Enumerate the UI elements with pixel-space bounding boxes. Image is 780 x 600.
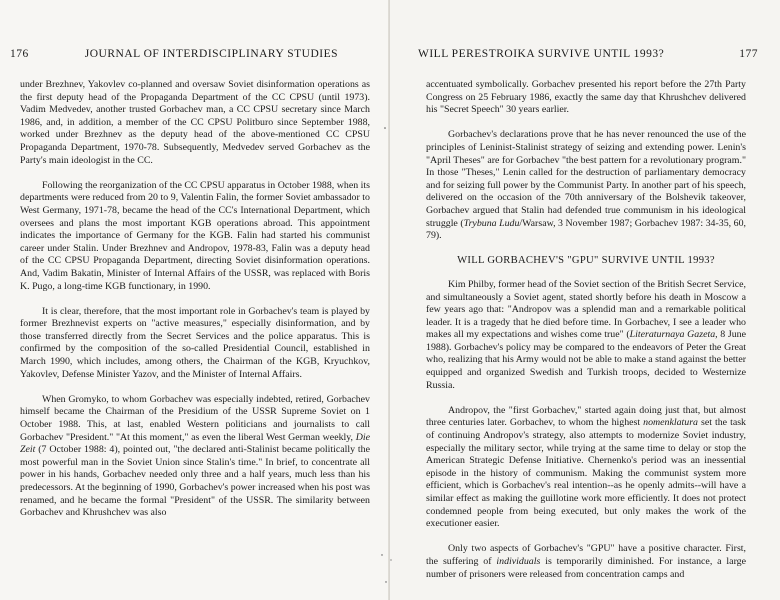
- right-paragraph-4-emphasis: nomenklatura: [643, 417, 698, 429]
- right-paragraph-4: [408, 405, 774, 531]
- left-paragraph-2: Following the reorganization of the CC CPSU apparatus in October 1988, when its departments were reduced from 20 to 9, Valentin Falin, the former Soviet ambassador to West Germany, 1971-78, became the head of the CC's International Department, which oversees and plans the most important KGB operations abroad. This appointment indicates the importance of Germany for the KGB. Falin had started his communist career under Stalin. Under Brezhnev and Andropov, 1978-83, Falin was a deputy head of the CC CPSU Propaganda Department, directing Soviet disinformation operations. And, Vadim Bakatin, Minister of Internal Affairs of the USSR, was replaced with Boris K. Pugo, a long-time KGB functionary, in 1990.: [20, 179, 370, 292]
- left-page-number: 176: [10, 48, 29, 60]
- right-paragraph-5-emphasis: individuals: [496, 555, 541, 567]
- left-paragraph-4: [8, 394, 376, 520]
- right-running-head: [408, 48, 774, 60]
- left-paragraph-4-text-a: When Gromyko, to whom Gorbachev was especially indebted, retired, Gorbachev himself became the Chairman of the Presidium of the USSR Supreme Soviet on 1 October 1988. This, at last, enabled Western politicians and journalists to call Gorbachev "President." "At this moment," as even the liberal West German weekly,: [20, 393, 370, 443]
- right-paragraph-2: [408, 129, 774, 242]
- left-paragraph-1: under Brezhnev, Yakovlev co-planned and oversaw Soviet disinformation operations as the first deputy head of the Propaganda Department of the CC CPSU (until 1973). Vadim Medvedev, another trusted Gorbachev man, a CC CPSU secretary since March 1986, and, in addition, a member of the CC CPSU Politburo since September 1988, worked under Brezhnev as the deputy head of the above-mentioned CC CPSU Propaganda Department, 1970-78. Subsequently, Medvedev served Gorbachev as the Party's main ideologist in the CC.: [20, 79, 370, 166]
- section-heading: WILL GORBACHEV'S "GPU" SURVIVE UNTIL 1993?: [457, 255, 715, 267]
- right-paragraph-1: accentuated symbolically. Gorbachev presented his report before the 27th Party Congress on 25 February 1986, exactly the same day that Khrushchev delivered his "Secret Speech" 30 years earlier.: [426, 79, 746, 116]
- left-running-head: [8, 48, 376, 60]
- left-paragraph-4-emphasis: Die Zeit: [20, 431, 370, 456]
- right-paragraph-3-emphasis: Literaturnaya Gazeta: [629, 329, 716, 341]
- right-paragraph-4-text-a: Andropov, the "first Gorbachev," started again doing just that, but almost three centuries later. Gorbachev, to whom the highest: [426, 404, 746, 429]
- right-paragraph-2-text-a: Gorbachev's declarations prove that he has never renounced the use of the principles of Leninist-Stalinist strategy of seizing and extending power. Lenin's "April Theses" are for Gorbachev "the best pattern for a revolutionary program." In those "Theses," Lenin called for the destruction of parliamentary democracy and for seizing full power by the Communist Party. In another part of his speech, delivered on the occasion of the 70th anniversary of the Bolshevik takeover, Gorbachev argued that Stalin had defended true communism in his ideological struggle (: [426, 129, 746, 229]
- left-paragraph-4-text-b: (7 October 1988: 4), pointed out, "the declared anti-Stalinist became politically the most powerful man in the Soviet Union since Stalin's time." In brief, to concentrate all power in his hands, Gorbachev needed only three and a half years, much less than his predecessors. At the beginning of 1990, Gorbachev's power increased when his post was renamed, and he became the formal "President" of the USSR. The similarity between Gorbachev and Khrushchev was also: [20, 444, 370, 519]
- right-paragraph-4-text-b: set the task of continuing Andropov's strategy, also attempts to modernize Soviet industry, especially the military sector, while trying at the same time to delay or stop the American Strategic Defense Initiative. Chernenko's period was an inessential episode in the history of communism. Making the communist system more efficient, which is Gorbachev's real intention--as he openly admits--will have a similar effect as making the guillotine work more efficiently. It does not protect condemned people from being executed, but only makes the work of the executioner easier.: [426, 417, 746, 530]
- right-paragraph-2-emphasis: Trybuna Ludu: [463, 217, 520, 229]
- left-paragraph-3: It is clear, therefore, that the most important role in Gorbachev's team is played by former Brezhnevist experts on "active measures," especially disinformation, and by those transferred directly from the Secret Services and the police apparatus. This is confirmed by the composition of the so-called Presidential Council, established in March 1990, which includes, among others, the Chairman of the KGB, Kryuchkov, Yakovlev, Defense Minister Yazov, and the Minister of Internal Affairs.: [20, 305, 370, 380]
- right-page-number: 177: [739, 48, 758, 60]
- right-paragraph-2-text-b: /Warsaw, 3 November 1987; Gorbachev 1987: 34-35, 60, 79).: [426, 217, 747, 242]
- right-paragraph-3-text-a: Kim Philby, former head of the Soviet section of the British Secret Service, and simultaneously a Soviet agent, stated shortly before his death in Moscow a few years ago that: "Andropov was a splendid man and a remarkable political leader. It is a tragedy that he died before time. In Gorbachev, I see a leader who makes all my expectations and wishes come true" (: [426, 278, 746, 341]
- right-paragraph-3: [408, 279, 774, 392]
- right-paragraph-5-text-a: Only two aspects of Gorbachev's "GPU" have a positive character. First, the suffering of: [426, 543, 746, 567]
- right-paragraph-3-text-b: , 8 June 1988). Gorbachev's policy may be compared to the endeavors of Peter the Great who, realizing that his Army would not be able to make a stand against the better equipped and organized Swedish and Turkish troops, decided to Westernize Russia.: [426, 329, 746, 391]
- left-running-title: JOURNAL OF INTERDISCIPLINARY STUDIES: [84, 48, 338, 60]
- right-paragraph-5-text-b: is temporarily diminished. For instance, a large number of prisoners were released from concentration camps and: [426, 555, 746, 580]
- right-running-title: WILL PERESTROIKA SURVIVE UNTIL 1993?: [418, 48, 665, 60]
- right-page: [390, 0, 780, 600]
- right-paragraph-5: [408, 543, 774, 581]
